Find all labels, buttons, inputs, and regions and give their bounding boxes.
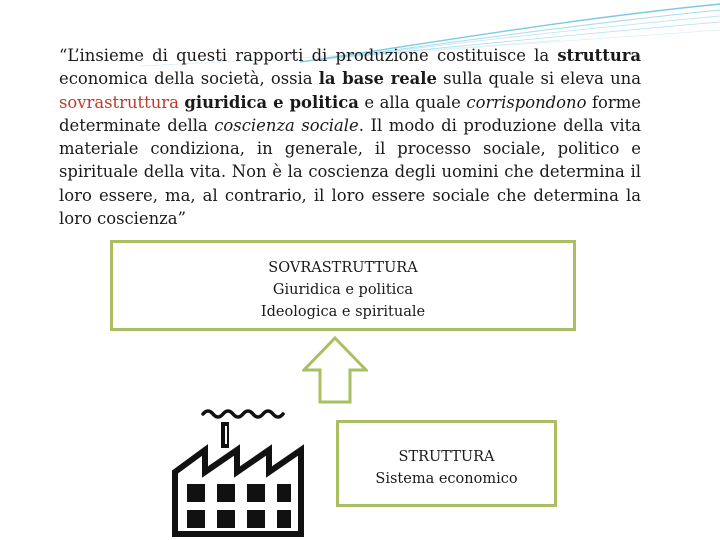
marx-quote	[59, 44, 641, 230]
quote-segment: sulla quale si eleva una	[436, 69, 641, 89]
structure-title: STRUTTURA	[398, 449, 495, 465]
superstructure-line-2: Ideologica e spirituale	[260, 304, 426, 320]
quote-superstructure-term: sovrastruttura	[59, 92, 179, 112]
factory-icon	[165, 400, 330, 540]
superstructure-box	[110, 240, 576, 331]
superstructure-title: SOVRASTRUTTURA	[268, 260, 418, 276]
quote-social-consciousness-term: coscienza sociale	[214, 115, 359, 135]
structure-box	[336, 420, 557, 507]
quote-correspond-term: corrispondono	[466, 92, 587, 112]
quote-segment: economica della società, ossia	[59, 69, 319, 89]
quote-juridical-political-term: giuridica e politica	[184, 92, 359, 112]
quote-segment: “L’insieme di questi rapporti di produzione costituisce la	[59, 46, 558, 65]
quote-base-term: la base reale	[318, 69, 437, 89]
quote-segment: . Il modo di produzione della vita materiale condiziona, in generale, il processo sociale, politico e spirituale della vita. Non è la coscienza degli uomini che determina il loro essere, ma, al contrario, il loro essere sociale che determina la loro coscienza”	[59, 115, 642, 229]
quote-segment: e alla quale	[358, 92, 467, 112]
quote-segment: forme determinate della	[59, 92, 641, 135]
structure-line-1: Sistema economico	[375, 471, 518, 487]
superstructure-line-1: Giuridica e politica	[272, 282, 414, 298]
quote-structure-term: struttura	[557, 46, 641, 65]
up-arrow-icon	[302, 336, 368, 404]
